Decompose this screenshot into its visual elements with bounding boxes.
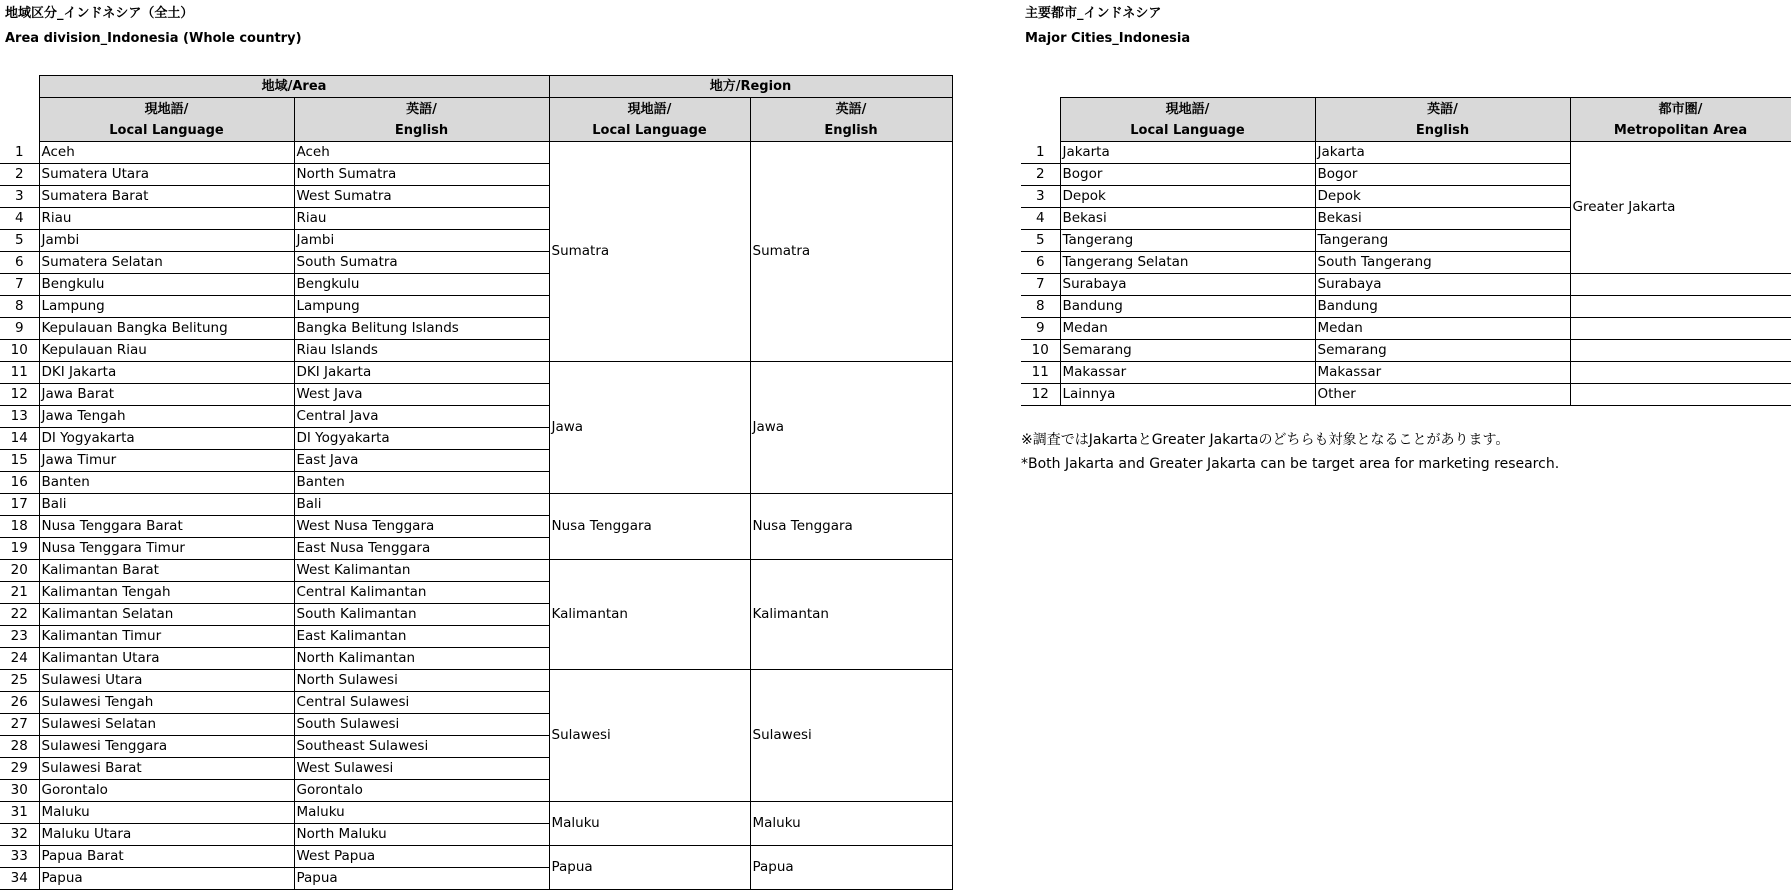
area-title-en: Area division_Indonesia (Whole country) <box>5 31 302 46</box>
area-english-cell: North Sulawesi <box>294 670 549 692</box>
table-row <box>1021 340 1791 362</box>
row-number: 10 <box>1021 340 1060 362</box>
area-local-cell: DI Yogyakarta <box>39 428 294 450</box>
area-english-cell: West Papua <box>294 846 549 868</box>
city-local-cell: Bandung <box>1060 296 1315 318</box>
area-local-cell: Sulawesi Tengah <box>39 692 294 714</box>
cities-title-jp: 主要都市_インドネシア <box>1025 6 1162 21</box>
area-english-cell: Maluku <box>294 802 549 824</box>
area-local-cell: Kalimantan Tengah <box>39 582 294 604</box>
city-english-cell: Depok <box>1315 186 1570 208</box>
row-number: 29 <box>0 758 39 780</box>
area-local-cell: Jawa Tengah <box>39 406 294 428</box>
city-local-cell: Lainnya <box>1060 384 1315 406</box>
row-number: 11 <box>1021 362 1060 384</box>
area-english-cell: Southeast Sulawesi <box>294 736 549 758</box>
area-local-cell: Jawa Timur <box>39 450 294 472</box>
area-local-cell: Banten <box>39 472 294 494</box>
row-number: 16 <box>0 472 39 494</box>
city-local-cell: Bekasi <box>1060 208 1315 230</box>
area-english-cell: Papua <box>294 868 549 890</box>
row-number: 12 <box>1021 384 1060 406</box>
area-english-cell: West Kalimantan <box>294 560 549 582</box>
table-row <box>1021 384 1791 406</box>
area-local-cell: Kepulauan Bangka Belitung <box>39 318 294 340</box>
metro-area-cell-empty <box>1570 296 1791 318</box>
row-number: 25 <box>0 670 39 692</box>
area-english-cell: Central Sulawesi <box>294 692 549 714</box>
region-local-cell: Jawa <box>549 362 750 494</box>
region-english-cell: Nusa Tenggara <box>750 494 952 560</box>
city-local-cell: Tangerang Selatan <box>1060 252 1315 274</box>
area-english-cell: Aceh <box>294 142 549 164</box>
table-row <box>1021 142 1791 164</box>
area-local-cell: Sulawesi Barat <box>39 758 294 780</box>
area-english-cell: Jambi <box>294 230 549 252</box>
area-english-cell: South Sulawesi <box>294 714 549 736</box>
region-english-cell: Jawa <box>750 362 952 494</box>
city-english-cell: Tangerang <box>1315 230 1570 252</box>
area-english-cell: DI Yogyakarta <box>294 428 549 450</box>
area-local-cell: Bali <box>39 494 294 516</box>
table-row <box>0 494 952 516</box>
region-local-cell: Nusa Tenggara <box>549 494 750 560</box>
area-english-cell: Bali <box>294 494 549 516</box>
region-local-cell: Maluku <box>549 802 750 846</box>
region-local-header: 現地語/ Local Language <box>549 98 750 142</box>
city-local-cell: Semarang <box>1060 340 1315 362</box>
row-number: 9 <box>0 318 39 340</box>
city-english-cell: Medan <box>1315 318 1570 340</box>
area-local-cell: Nusa Tenggara Barat <box>39 516 294 538</box>
area-local-cell: Nusa Tenggara Timur <box>39 538 294 560</box>
row-number: 33 <box>0 846 39 868</box>
region-english-cell: Papua <box>750 846 952 890</box>
area-english-cell: East Kalimantan <box>294 626 549 648</box>
row-number: 26 <box>0 692 39 714</box>
row-number: 3 <box>1021 186 1060 208</box>
row-number: 8 <box>1021 296 1060 318</box>
note-en: *Both Jakarta and Greater Jakarta can be target area for marketing research. <box>1021 456 1560 472</box>
metro-area-cell-empty <box>1570 274 1791 296</box>
area-english-cell: North Sumatra <box>294 164 549 186</box>
row-number: 9 <box>1021 318 1060 340</box>
row-number: 31 <box>0 802 39 824</box>
city-local-header: 現地語/ Local Language <box>1060 98 1315 142</box>
area-local-cell: Sulawesi Selatan <box>39 714 294 736</box>
city-english-cell: South Tangerang <box>1315 252 1570 274</box>
row-number: 13 <box>0 406 39 428</box>
area-local-cell: Sumatera Barat <box>39 186 294 208</box>
region-english-header: 英語/ English <box>750 98 952 142</box>
area-local-header: 現地語/ Local Language <box>39 98 294 142</box>
table-row <box>0 560 952 582</box>
area-local-cell: Bengkulu <box>39 274 294 296</box>
area-english-cell: Bangka Belitung Islands <box>294 318 549 340</box>
major-cities-table <box>1021 97 1791 406</box>
table-row <box>1021 362 1791 384</box>
row-number: 17 <box>0 494 39 516</box>
area-group-header: 地域/Area <box>39 76 549 98</box>
table-row <box>1021 296 1791 318</box>
area-local-cell: Sumatera Utara <box>39 164 294 186</box>
metro-area-cell-empty <box>1570 384 1791 406</box>
row-number: 3 <box>0 186 39 208</box>
area-local-cell: Kalimantan Timur <box>39 626 294 648</box>
area-english-cell: South Sumatra <box>294 252 549 274</box>
area-english-cell: West Sulawesi <box>294 758 549 780</box>
row-number: 24 <box>0 648 39 670</box>
row-number: 2 <box>1021 164 1060 186</box>
area-english-cell: Gorontalo <box>294 780 549 802</box>
row-number: 32 <box>0 824 39 846</box>
area-local-cell: Kalimantan Selatan <box>39 604 294 626</box>
row-number: 14 <box>0 428 39 450</box>
area-local-cell: Kalimantan Barat <box>39 560 294 582</box>
region-english-cell: Maluku <box>750 802 952 846</box>
city-local-cell: Bogor <box>1060 164 1315 186</box>
table-row <box>0 670 952 692</box>
city-local-cell: Makassar <box>1060 362 1315 384</box>
area-english-cell: West Nusa Tenggara <box>294 516 549 538</box>
city-english-cell: Bogor <box>1315 164 1570 186</box>
city-metro-header: 都市圏/ Metropolitan Area <box>1570 98 1791 142</box>
area-local-cell: Kalimantan Utara <box>39 648 294 670</box>
area-local-cell: Kepulauan Riau <box>39 340 294 362</box>
city-local-cell: Medan <box>1060 318 1315 340</box>
region-local-cell: Kalimantan <box>549 560 750 670</box>
area-local-cell: Lampung <box>39 296 294 318</box>
area-english-cell: East Java <box>294 450 549 472</box>
row-number: 7 <box>1021 274 1060 296</box>
cities-title-en: Major Cities_Indonesia <box>1025 31 1191 46</box>
row-number: 6 <box>0 252 39 274</box>
region-local-cell: Papua <box>549 846 750 890</box>
metro-area-cell-empty <box>1570 318 1791 340</box>
row-number: 6 <box>1021 252 1060 274</box>
city-local-cell: Depok <box>1060 186 1315 208</box>
table-row <box>1021 318 1791 340</box>
area-english-cell: Riau <box>294 208 549 230</box>
city-english-cell: Surabaya <box>1315 274 1570 296</box>
area-english-cell: Banten <box>294 472 549 494</box>
metro-area-cell-empty <box>1570 340 1791 362</box>
area-english-header: 英語/ English <box>294 98 549 142</box>
row-number: 4 <box>0 208 39 230</box>
area-local-cell: DKI Jakarta <box>39 362 294 384</box>
row-number: 20 <box>0 560 39 582</box>
city-english-header: 英語/ English <box>1315 98 1570 142</box>
area-title-jp: 地域区分_インドネシア（全土） <box>5 6 194 21</box>
corner-cell <box>0 76 39 98</box>
area-local-cell: Riau <box>39 208 294 230</box>
row-number: 11 <box>0 362 39 384</box>
area-english-cell: East Nusa Tenggara <box>294 538 549 560</box>
table-row <box>0 142 952 164</box>
row-number: 5 <box>1021 230 1060 252</box>
row-number: 18 <box>0 516 39 538</box>
corner-cell <box>1021 98 1060 142</box>
region-group-header: 地方/Region <box>549 76 952 98</box>
row-number: 8 <box>0 296 39 318</box>
area-english-cell: Lampung <box>294 296 549 318</box>
area-local-cell: Sumatera Selatan <box>39 252 294 274</box>
area-local-cell: Papua <box>39 868 294 890</box>
area-english-cell: DKI Jakarta <box>294 362 549 384</box>
area-english-cell: Central Kalimantan <box>294 582 549 604</box>
notes <box>1021 428 1559 476</box>
area-local-cell: Maluku Utara <box>39 824 294 846</box>
row-number: 2 <box>0 164 39 186</box>
table-row <box>1021 274 1791 296</box>
city-english-cell: Bekasi <box>1315 208 1570 230</box>
row-number: 28 <box>0 736 39 758</box>
row-number: 15 <box>0 450 39 472</box>
city-english-cell: Makassar <box>1315 362 1570 384</box>
area-local-cell: Aceh <box>39 142 294 164</box>
city-english-cell: Bandung <box>1315 296 1570 318</box>
area-english-cell: Bengkulu <box>294 274 549 296</box>
area-english-cell: North Kalimantan <box>294 648 549 670</box>
row-number: 19 <box>0 538 39 560</box>
city-english-cell: Jakarta <box>1315 142 1570 164</box>
row-number: 21 <box>0 582 39 604</box>
region-english-cell: Sumatra <box>750 142 952 362</box>
row-number: 4 <box>1021 208 1060 230</box>
area-local-cell: Jawa Barat <box>39 384 294 406</box>
row-number: 30 <box>0 780 39 802</box>
row-number: 7 <box>0 274 39 296</box>
area-division-table <box>0 75 953 890</box>
city-local-cell: Jakarta <box>1060 142 1315 164</box>
corner-cell <box>0 98 39 142</box>
region-english-cell: Sulawesi <box>750 670 952 802</box>
table-row <box>0 802 952 824</box>
metro-area-cell: Greater Jakarta <box>1570 142 1791 274</box>
city-local-cell: Surabaya <box>1060 274 1315 296</box>
area-local-cell: Sulawesi Utara <box>39 670 294 692</box>
area-english-cell: Central Java <box>294 406 549 428</box>
area-local-cell: Maluku <box>39 802 294 824</box>
region-local-cell: Sumatra <box>549 142 750 362</box>
city-english-cell: Other <box>1315 384 1570 406</box>
area-english-cell: West Java <box>294 384 549 406</box>
row-number: 23 <box>0 626 39 648</box>
metro-area-cell-empty <box>1570 362 1791 384</box>
area-english-cell: South Kalimantan <box>294 604 549 626</box>
area-local-cell: Papua Barat <box>39 846 294 868</box>
region-local-cell: Sulawesi <box>549 670 750 802</box>
city-english-cell: Semarang <box>1315 340 1570 362</box>
area-local-cell: Sulawesi Tenggara <box>39 736 294 758</box>
row-number: 27 <box>0 714 39 736</box>
row-number: 1 <box>0 142 39 164</box>
row-number: 5 <box>0 230 39 252</box>
row-number: 34 <box>0 868 39 890</box>
row-number: 10 <box>0 340 39 362</box>
area-english-cell: Riau Islands <box>294 340 549 362</box>
note-jp: ※調査ではJakartaとGreater Jakartaのどちらも対象となることがあります。 <box>1021 432 1510 448</box>
table-row <box>0 362 952 384</box>
row-number: 12 <box>0 384 39 406</box>
area-local-cell: Gorontalo <box>39 780 294 802</box>
area-english-cell: North Maluku <box>294 824 549 846</box>
row-number: 22 <box>0 604 39 626</box>
table-row <box>0 846 952 868</box>
row-number: 1 <box>1021 142 1060 164</box>
area-english-cell: West Sumatra <box>294 186 549 208</box>
region-english-cell: Kalimantan <box>750 560 952 670</box>
city-local-cell: Tangerang <box>1060 230 1315 252</box>
area-local-cell: Jambi <box>39 230 294 252</box>
